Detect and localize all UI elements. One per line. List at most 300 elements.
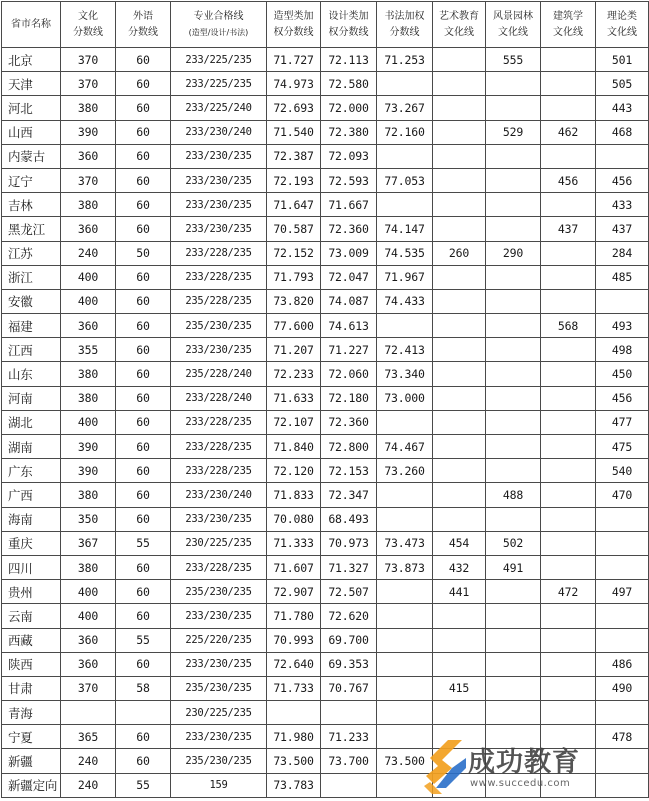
table-row [2, 701, 649, 725]
table-cell [596, 773, 649, 797]
table-cell: 400 [61, 604, 116, 628]
header-text: 理论类 [607, 10, 637, 22]
province-cell: 安徽 [2, 289, 61, 313]
table-cell [377, 314, 433, 338]
table-cell: 72.620 [321, 604, 377, 628]
province-cell: 河北 [2, 96, 61, 120]
table-row [2, 314, 649, 338]
table-cell [541, 652, 596, 676]
table-cell: 74.147 [377, 217, 433, 241]
table-cell: 55 [116, 628, 171, 652]
table-cell: 72.360 [321, 410, 377, 434]
table-cell: 441 [433, 580, 486, 604]
header-text: 省市名称 [11, 18, 51, 30]
header-text: 专业合格线 [193, 10, 244, 22]
table-cell [541, 48, 596, 72]
table-row [2, 604, 649, 628]
table-cell [486, 289, 541, 313]
table-cell: 73.500 [267, 749, 321, 773]
table-row [2, 410, 649, 434]
header-text: 分数线 [389, 26, 420, 38]
table-cell: 69.353 [321, 652, 377, 676]
table-cell [541, 193, 596, 217]
province-cell: 湖北 [2, 410, 61, 434]
table-cell [541, 386, 596, 410]
table-cell: 71.667 [321, 193, 377, 217]
table-cell [596, 289, 649, 313]
table-cell [486, 725, 541, 749]
table-cell: 485 [596, 265, 649, 289]
header-text: 文化线 [444, 26, 474, 38]
table-cell: 55 [116, 531, 171, 555]
table-cell [267, 701, 321, 725]
table-cell [486, 386, 541, 410]
table-cell: 462 [541, 120, 596, 144]
table-cell: 490 [596, 676, 649, 700]
table-cell: 235/230/235 [171, 676, 267, 700]
table-cell: 72.507 [321, 580, 377, 604]
table-cell: 380 [61, 483, 116, 507]
table-row [2, 289, 649, 313]
table-cell: 400 [61, 289, 116, 313]
table-cell: 233/228/235 [171, 459, 267, 483]
table-cell: 60 [116, 652, 171, 676]
table-cell: 233/228/235 [171, 265, 267, 289]
table-cell: 491 [486, 555, 541, 579]
table-cell: 71.733 [267, 676, 321, 700]
table-cell: 72.387 [267, 144, 321, 168]
table-cell [486, 676, 541, 700]
table-row [2, 773, 649, 797]
header-text: 分数线 [128, 26, 158, 38]
table-cell [486, 435, 541, 459]
table-cell: 355 [61, 338, 116, 362]
header-cell [61, 2, 116, 48]
table-cell: 360 [61, 628, 116, 652]
header-text: 设计类加 [328, 10, 369, 22]
table-cell: 240 [61, 749, 116, 773]
table-cell: 233/230/235 [171, 652, 267, 676]
table-cell: 70.767 [321, 676, 377, 700]
header-text: 权分数线 [328, 26, 369, 38]
table-cell: 233/228/235 [171, 241, 267, 265]
table-cell: 71.633 [267, 386, 321, 410]
table-cell: 74.535 [377, 241, 433, 265]
table-cell: 390 [61, 435, 116, 459]
table-cell: 71.540 [267, 120, 321, 144]
header-cell [267, 2, 321, 48]
table-cell [541, 628, 596, 652]
province-cell: 云南 [2, 604, 61, 628]
province-cell: 广西 [2, 483, 61, 507]
table-cell [433, 314, 486, 338]
table-cell: 486 [596, 652, 649, 676]
table-cell: 72.153 [321, 459, 377, 483]
header-cell [541, 2, 596, 48]
province-cell: 新疆定向 [2, 773, 61, 797]
table-cell: 72.360 [321, 217, 377, 241]
table-cell [321, 701, 377, 725]
table-cell: 233/230/235 [171, 217, 267, 241]
table-cell [377, 773, 433, 797]
table-cell: 73.009 [321, 241, 377, 265]
table-cell: 69.700 [321, 628, 377, 652]
table-cell: 77.053 [377, 168, 433, 192]
table-cell [377, 701, 433, 725]
table-cell: 233/228/235 [171, 555, 267, 579]
table-cell [433, 701, 486, 725]
header-text: 建筑学 [553, 10, 583, 22]
table-cell [377, 676, 433, 700]
table-cell [486, 193, 541, 217]
province-cell: 辽宁 [2, 168, 61, 192]
province-cell: 西藏 [2, 628, 61, 652]
table-cell: 60 [116, 507, 171, 531]
table-cell [486, 314, 541, 338]
table-cell: 60 [116, 459, 171, 483]
table-cell: 501 [596, 48, 649, 72]
table-cell: 390 [61, 459, 116, 483]
province-cell: 吉林 [2, 193, 61, 217]
table-cell [377, 628, 433, 652]
header-text: (造型/设计/书法) [188, 27, 249, 37]
table-cell: 415 [433, 676, 486, 700]
table-cell [433, 338, 486, 362]
table-cell: 568 [541, 314, 596, 338]
table-row [2, 362, 649, 386]
table-cell: 235/230/235 [171, 580, 267, 604]
table-cell [377, 410, 433, 434]
table-cell: 454 [433, 531, 486, 555]
table-row [2, 96, 649, 120]
table-cell: 235/228/235 [171, 289, 267, 313]
province-cell: 陕西 [2, 652, 61, 676]
table-cell [433, 725, 486, 749]
table-cell [541, 265, 596, 289]
table-cell: 73.820 [267, 289, 321, 313]
table-cell: 60 [116, 168, 171, 192]
table-cell: 233/225/235 [171, 72, 267, 96]
table-cell [596, 604, 649, 628]
table-cell [433, 604, 486, 628]
table-cell: 71.727 [267, 48, 321, 72]
table-cell [433, 72, 486, 96]
table-cell [433, 48, 486, 72]
table-cell [486, 72, 541, 96]
province-cell: 浙江 [2, 265, 61, 289]
table-cell: 233/230/240 [171, 120, 267, 144]
table-cell: 493 [596, 314, 649, 338]
header-cell [321, 2, 377, 48]
table-cell: 60 [116, 725, 171, 749]
table-cell [433, 289, 486, 313]
table-cell [486, 96, 541, 120]
table-cell: 58 [116, 676, 171, 700]
table-cell [486, 604, 541, 628]
table-cell: 72.640 [267, 652, 321, 676]
table-cell [486, 144, 541, 168]
table-cell: 555 [486, 48, 541, 72]
table-cell: 360 [61, 652, 116, 676]
watermark-brand-text: 成功教育 [468, 747, 580, 778]
table-cell [541, 749, 596, 773]
province-cell: 内蒙古 [2, 144, 61, 168]
province-cell: 宁夏 [2, 725, 61, 749]
table-row [2, 652, 649, 676]
province-cell: 河南 [2, 386, 61, 410]
table-cell: 235/230/235 [171, 749, 267, 773]
table-cell: 60 [116, 435, 171, 459]
table-row [2, 217, 649, 241]
table-cell: 437 [596, 217, 649, 241]
table-header-row [2, 2, 649, 48]
table-cell: 360 [61, 144, 116, 168]
header-cell [2, 2, 61, 48]
table-row [2, 725, 649, 749]
header-cell [433, 2, 486, 48]
table-cell: 380 [61, 386, 116, 410]
table-row [2, 459, 649, 483]
province-cell: 北京 [2, 48, 61, 72]
table-cell: 74.613 [321, 314, 377, 338]
table-cell: 437 [541, 217, 596, 241]
province-cell: 湖南 [2, 435, 61, 459]
table-cell [433, 435, 486, 459]
table-cell: 505 [596, 72, 649, 96]
table-cell [433, 193, 486, 217]
table-cell: 73.340 [377, 362, 433, 386]
table-cell: 72.120 [267, 459, 321, 483]
table-cell: 233/230/240 [171, 483, 267, 507]
header-cell [596, 2, 649, 48]
table-cell [596, 749, 649, 773]
table-cell: 472 [541, 580, 596, 604]
table-cell [486, 507, 541, 531]
table-cell [433, 652, 486, 676]
table-cell: 360 [61, 314, 116, 338]
table-cell: 350 [61, 507, 116, 531]
table-cell: 72.113 [321, 48, 377, 72]
table-cell [541, 289, 596, 313]
score-table [1, 1, 649, 798]
table-cell: 73.500 [377, 749, 433, 773]
table-body [2, 48, 649, 798]
table-cell: 432 [433, 555, 486, 579]
table-cell: 60 [116, 265, 171, 289]
table-cell: 390 [61, 120, 116, 144]
table-cell [541, 72, 596, 96]
table-cell [596, 555, 649, 579]
table-cell: 71.333 [267, 531, 321, 555]
table-cell: 55 [116, 773, 171, 797]
header-text: 权分数线 [273, 26, 314, 38]
table-cell: 60 [116, 362, 171, 386]
table-cell: 380 [61, 96, 116, 120]
province-cell: 四川 [2, 555, 61, 579]
table-cell: 60 [116, 386, 171, 410]
table-row [2, 144, 649, 168]
table-cell [377, 144, 433, 168]
table-cell: 450 [596, 362, 649, 386]
table-cell: 72.593 [321, 168, 377, 192]
table-row [2, 193, 649, 217]
table-cell [486, 362, 541, 386]
table-cell: 475 [596, 435, 649, 459]
table-cell [433, 749, 486, 773]
table-cell: 74.087 [321, 289, 377, 313]
province-cell: 江西 [2, 338, 61, 362]
table-cell [61, 701, 116, 725]
table-cell: 70.587 [267, 217, 321, 241]
header-text: 造型类加 [273, 10, 314, 22]
table-cell: 71.780 [267, 604, 321, 628]
table-cell [433, 628, 486, 652]
province-cell: 重庆 [2, 531, 61, 555]
table-cell: 71.793 [267, 265, 321, 289]
table-cell: 71.233 [321, 725, 377, 749]
table-cell [433, 120, 486, 144]
table-cell: 70.973 [321, 531, 377, 555]
province-cell: 天津 [2, 72, 61, 96]
table-cell: 72.347 [321, 483, 377, 507]
province-cell: 贵州 [2, 580, 61, 604]
table-cell: 456 [596, 386, 649, 410]
table-cell: 73.700 [321, 749, 377, 773]
table-cell: 71.207 [267, 338, 321, 362]
table-cell: 230/225/235 [171, 701, 267, 725]
table-cell [486, 580, 541, 604]
table-cell [541, 459, 596, 483]
table-cell: 73.873 [377, 555, 433, 579]
header-text: 文化线 [553, 26, 583, 38]
table-cell [486, 410, 541, 434]
header-text: 外语 [133, 10, 153, 22]
table-cell: 529 [486, 120, 541, 144]
province-cell: 江苏 [2, 241, 61, 265]
table-cell: 77.600 [267, 314, 321, 338]
table-cell: 60 [116, 604, 171, 628]
table-cell [377, 725, 433, 749]
table-cell [541, 725, 596, 749]
table-cell [377, 652, 433, 676]
table-cell [433, 144, 486, 168]
table-cell: 380 [61, 555, 116, 579]
province-cell: 山东 [2, 362, 61, 386]
table-cell: 72.413 [377, 338, 433, 362]
table-cell: 71.227 [321, 338, 377, 362]
header-text: 书法加权 [384, 10, 425, 22]
table-cell: 502 [486, 531, 541, 555]
table-cell [377, 483, 433, 507]
table-cell: 60 [116, 48, 171, 72]
table-cell: 72.800 [321, 435, 377, 459]
table-cell: 72.180 [321, 386, 377, 410]
table-cell: 60 [116, 410, 171, 434]
table-cell [541, 435, 596, 459]
table-row [2, 241, 649, 265]
header-cell [116, 2, 171, 48]
table-cell: 284 [596, 241, 649, 265]
table-cell [377, 507, 433, 531]
table-cell: 233/230/235 [171, 168, 267, 192]
table-cell: 233/230/235 [171, 144, 267, 168]
table-cell: 73.473 [377, 531, 433, 555]
table-cell: 71.607 [267, 555, 321, 579]
table-row [2, 338, 649, 362]
table-cell: 233/230/235 [171, 725, 267, 749]
table-cell: 71.833 [267, 483, 321, 507]
header-text: 风景园林 [493, 10, 533, 22]
table-row [2, 580, 649, 604]
table-cell: 235/230/235 [171, 314, 267, 338]
table-cell: 72.193 [267, 168, 321, 192]
table-cell: 233/230/235 [171, 507, 267, 531]
table-cell: 72.380 [321, 120, 377, 144]
table-cell: 71.967 [377, 265, 433, 289]
table-cell [433, 96, 486, 120]
table-row [2, 507, 649, 531]
province-cell: 广东 [2, 459, 61, 483]
table-cell [541, 362, 596, 386]
table-cell: 60 [116, 555, 171, 579]
table-row [2, 168, 649, 192]
table-cell [377, 72, 433, 96]
table-cell: 60 [116, 338, 171, 362]
table-cell: 60 [116, 217, 171, 241]
header-text: 艺术教育 [439, 10, 479, 22]
table-cell [486, 338, 541, 362]
province-cell: 山西 [2, 120, 61, 144]
table-cell [486, 265, 541, 289]
table-cell: 72.907 [267, 580, 321, 604]
table-cell: 488 [486, 483, 541, 507]
table-cell: 400 [61, 410, 116, 434]
table-cell: 468 [596, 120, 649, 144]
table-cell: 240 [61, 773, 116, 797]
table-cell [433, 459, 486, 483]
table-cell [541, 144, 596, 168]
table-row [2, 120, 649, 144]
table-cell [116, 701, 171, 725]
table-row [2, 48, 649, 72]
table-cell: 477 [596, 410, 649, 434]
table-cell: 400 [61, 265, 116, 289]
table-cell: 235/228/240 [171, 362, 267, 386]
table-cell: 73.260 [377, 459, 433, 483]
table-cell [433, 265, 486, 289]
table-row [2, 531, 649, 555]
table-cell: 71.327 [321, 555, 377, 579]
table-cell: 60 [116, 483, 171, 507]
table-cell [321, 773, 377, 797]
table-cell: 71.253 [377, 48, 433, 72]
table-cell: 478 [596, 725, 649, 749]
table-cell [486, 749, 541, 773]
table-row [2, 386, 649, 410]
table-cell [596, 507, 649, 531]
table-cell: 72.000 [321, 96, 377, 120]
table-cell: 225/220/235 [171, 628, 267, 652]
table-cell [596, 531, 649, 555]
table-cell: 73.000 [377, 386, 433, 410]
table-cell [486, 652, 541, 676]
table-cell: 60 [116, 193, 171, 217]
table-cell: 360 [61, 217, 116, 241]
province-cell: 青海 [2, 701, 61, 725]
table-row [2, 483, 649, 507]
table-cell: 71.840 [267, 435, 321, 459]
table-cell [541, 555, 596, 579]
